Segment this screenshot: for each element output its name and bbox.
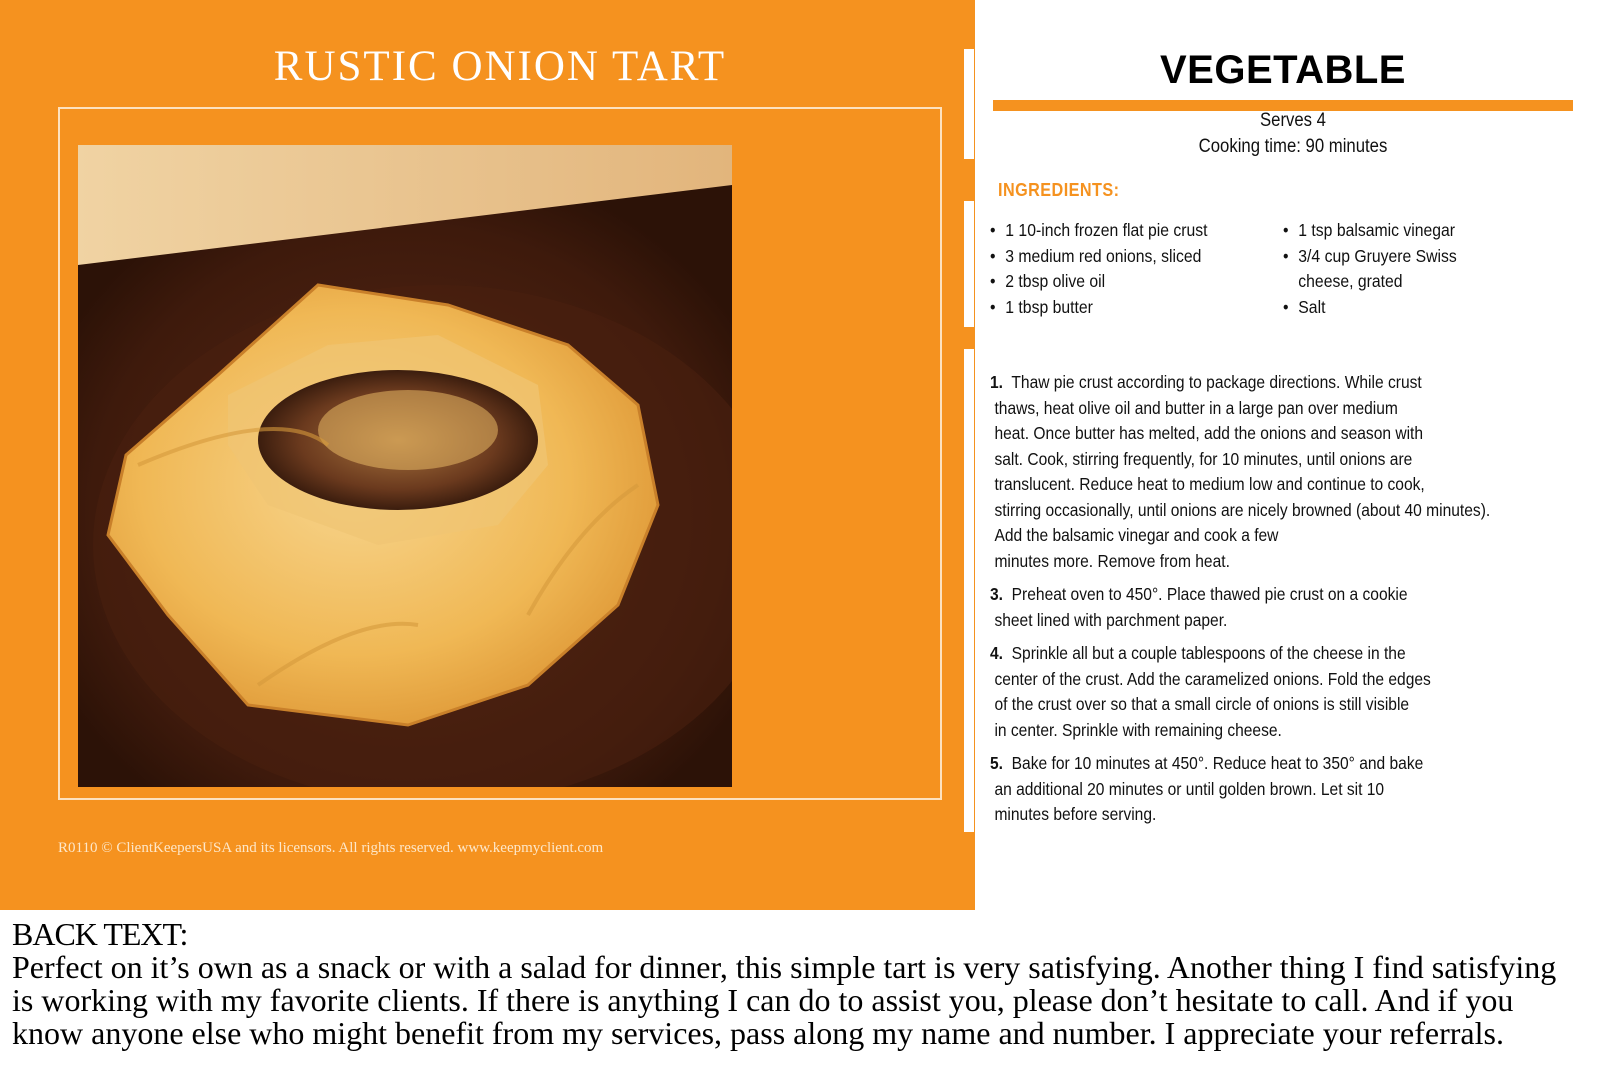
recipe-steps xyxy=(990,370,1510,836)
bullet-icon: • xyxy=(1283,296,1289,317)
recipe-meta xyxy=(993,108,1593,160)
back-text-heading: BACK TEXT: xyxy=(12,916,188,952)
back-text-line: know anyone else who might benefit from my services, pass along my name and number. I appreciate your referrals. xyxy=(12,1015,1504,1051)
bullet-icon: • xyxy=(1283,245,1289,266)
recipe-step: 3. Preheat oven to 450°. Place thawed pie crust on a cookie sheet lined with parchment paper. xyxy=(990,584,1408,630)
ingredient-item: • 1 tbsp butter xyxy=(990,295,1208,321)
ingredient-item: • 1 10-inch frozen flat pie crust xyxy=(990,218,1208,244)
step-number: 4. xyxy=(990,643,1004,663)
cooking-time-text: Cooking time: 90 minutes xyxy=(1198,136,1388,157)
ingredients-list-left xyxy=(990,218,1232,320)
recipe-category: VEGETABLE xyxy=(1159,48,1406,92)
bullet-icon: • xyxy=(990,271,996,291)
ingredient-item: • Salt xyxy=(1283,295,1457,321)
ingredient-item: • 2 tbsp olive oil xyxy=(990,269,1208,295)
serves-text: Serves 4 xyxy=(1260,110,1326,131)
back-text-line: Perfect on it’s own as a snack or with a salad for dinner, this simple tart is very satisfying. Another thing I find satisfying xyxy=(12,949,1557,985)
binder-tab-middle xyxy=(964,200,975,328)
ingredient-item: • 3 medium red onions, sliced xyxy=(990,244,1208,270)
step-number: 5. xyxy=(990,753,1004,773)
step-number: 3. xyxy=(990,584,1004,604)
bullet-icon: • xyxy=(990,245,996,266)
recipe-title: RUSTIC ONION TART xyxy=(273,43,727,90)
recipe-step: 1. Thaw pie crust according to package directions. While crust thaws, heat olive oil and butter in a large pan over medium heat. Once butter has melted, add the onions and season with salt. Cook, stirring frequently, for 10 minutes, until onions are translucent. Reduce heat to medium low and continue to cook, stirring occasionally, until onions are nicely browned (about 40 minutes). Add the balsamic vinegar and cook a few minutes more. Remove from heat. xyxy=(990,372,1491,571)
binder-tab-top xyxy=(964,48,975,160)
tart-illustration xyxy=(78,145,732,787)
back-text-line: is working with my favorite clients. If there is anything I can do to assist you, please don’t hesitate to call. And if you xyxy=(12,982,1514,1018)
ingredient-item: • 1 tsp balsamic vinegar xyxy=(1283,218,1457,244)
binder-tab-bottom xyxy=(964,348,975,833)
ingredients-list-right xyxy=(1283,218,1476,320)
bullet-icon: • xyxy=(990,296,996,317)
recipe-step: 4. Sprinkle all but a couple tablespoons of the cheese in the center of the crust. Add the caramelized onions. Fold the edges of the crust over so that a small circle of onions is still visible in center. Sprinkle with remaining cheese. xyxy=(990,643,1431,740)
copyright-notice: R0110 © ClientKeepersUSA and its licensors. All rights reserved. www.keepmyclient.com xyxy=(58,840,604,856)
recipe-step: 5. Bake for 10 minutes at 450°. Reduce heat to 350° and bake an additional 20 minutes or until golden brown. Let sit 10 minutes before serving. xyxy=(990,753,1424,824)
ingredient-item-continued: cheese, grated xyxy=(1298,271,1403,291)
ingredients-heading: INGREDIENTS: xyxy=(998,180,1120,200)
back-text-section xyxy=(12,918,1600,1050)
ingredient-item: • 3/4 cup Gruyere Swiss xyxy=(1283,244,1457,270)
tart-photo xyxy=(78,145,732,787)
step-number: 1. xyxy=(990,372,1004,392)
bullet-icon: • xyxy=(990,220,996,240)
bullet-icon: • xyxy=(1283,220,1289,240)
